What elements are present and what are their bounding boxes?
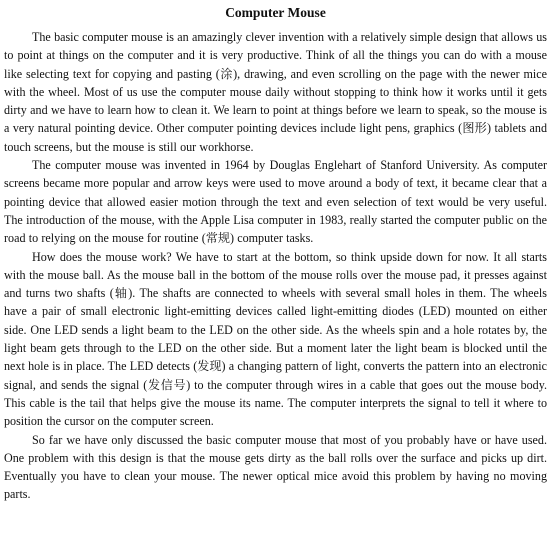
paragraph-2: The computer mouse was invented in 1964 by Douglas Englehart of Stanford University. As computer screens became more popular and arrow keys were used to move around a body of text, it became clear that a pointing device that allowed easier motion through the text and even selection of text would be very useful. The introduction of the mouse, with the Apple Lisa computer in 1983, really started the computer public on the road to relying on the mouse for routine (常规) computer tasks. xyxy=(4,158,547,246)
document-title: Computer Mouse xyxy=(225,5,326,20)
paragraph-4: So far we have only discussed the basic computer mouse that most of you probably have or have used. One problem with this design is that the mouse gets dirty as the ball rolls over the surface and picks up dirt. Eventually you have to clean your mouse. The newer optical mice avoid this problem by having no moving parts. xyxy=(4,432,547,502)
paragraph-1: The basic computer mouse is an amazingly clever invention with a relatively simple design that allows us to point at things on the computer and it is very productive. Think of all the things you can do with a mouse like selecting text for copying and pasting (涂), drawing, and even scrolling on the page with the newer mice with the wheel. Most of us use the computer mouse daily without stopping to think how it works until it gets dirty and we have to learn how to clean it. We learn to point at things before we learn to speak, so the mouse is a very natural pointing device. Other computer pointing devices include light pens, graphics (图形) tablets and touch screens, but the mouse is still our workhorse. xyxy=(4,30,547,154)
document-page xyxy=(4,4,547,504)
paragraph-3: How does the mouse work? We have to start at the bottom, so think upside down for now. It all starts with the mouse ball. As the mouse ball in the bottom of the mouse rolls over the mouse pad, it presses against and turns two shafts (轴). The shafts are connected to wheels with several small holes in them. The wheels have a pair of small electronic light-emitting devices called light-emitting diodes (LED) mounted on either side. One LED sends a light beam to the LED on the other side. As the wheels spin and a hole rotates by, the light beam gets through to the LED on the other side. But a moment later the light beam is blocked until the next hole is in place. The LED detects (发现) a changing pattern of light, converts the pattern into an electronic signal, and sends the signal (发信号) to the computer through wires in a cable that goes out the mouse body. This cable is the tail that helps give the mouse its name. The computer interprets the signal to tell it where to position the cursor on the computer screen. xyxy=(4,249,547,429)
